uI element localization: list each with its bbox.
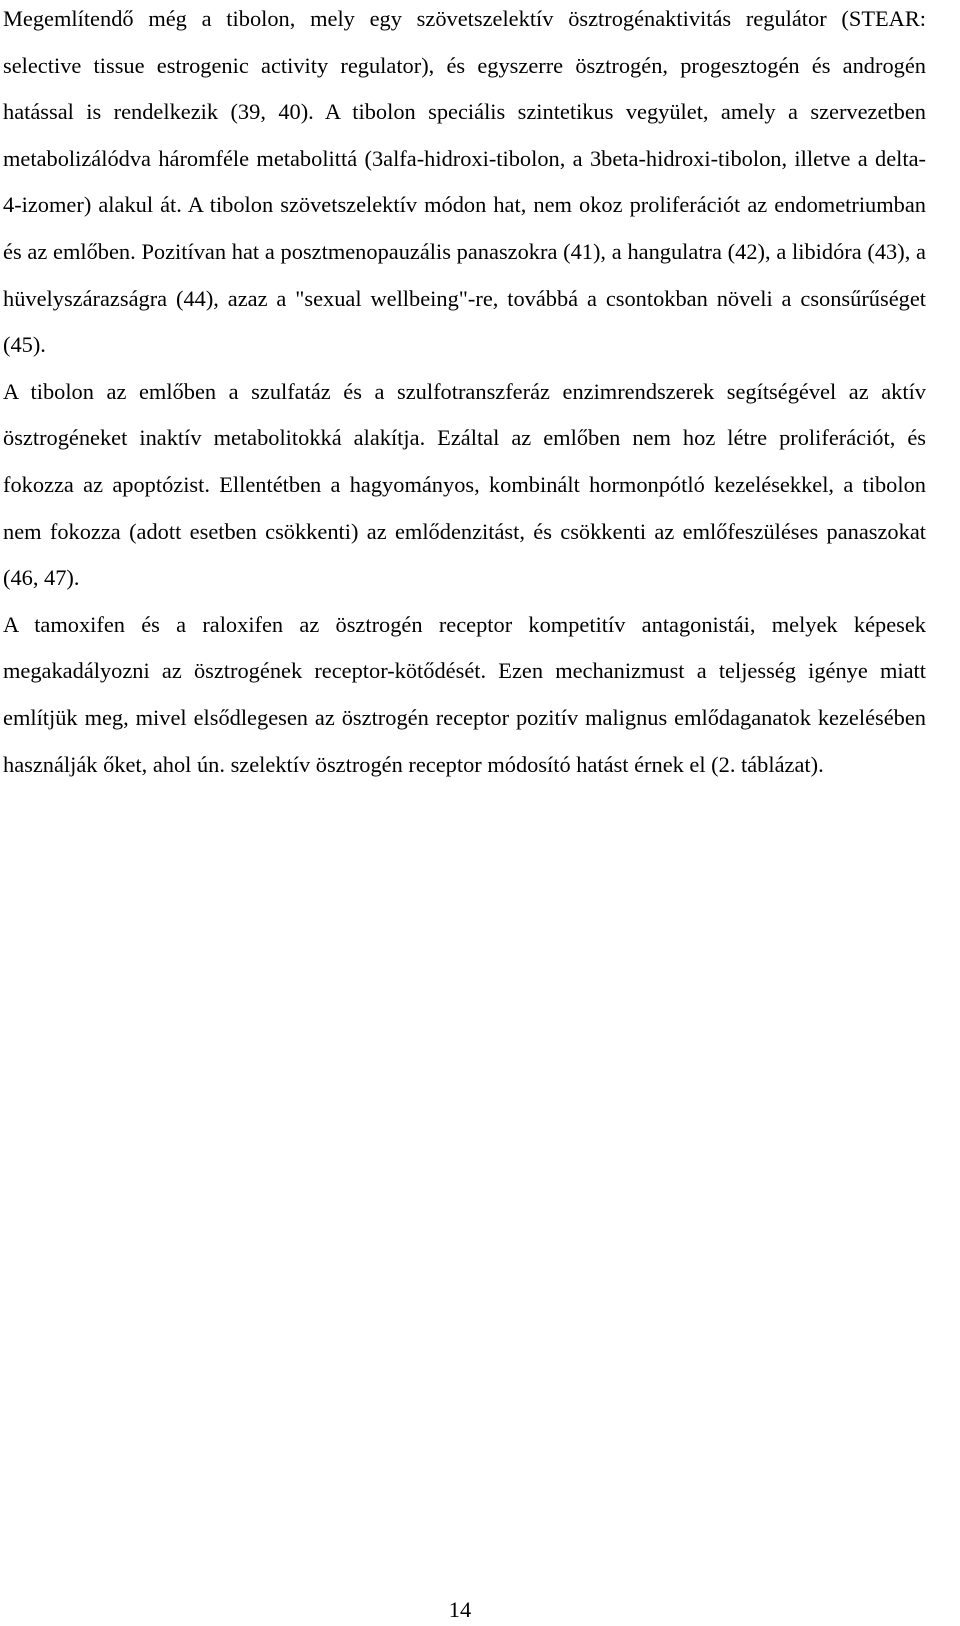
paragraph-tibolon-breast: A tibolon az emlőben a szulfatáz és a szulfotranszferáz enzimrendszerek segítségével az aktív ösztrogéneket inaktív metabolitokká alakítja. Ezáltal az emlőben nem hoz létre proliferációt, és fokozza az apoptózist. Ellentétben a hagyományos, kombinált hormonpótló kezelésekkel, a tibolon nem fokozza (adott esetben csökkenti) az emlődenzitást, és csökkenti az emlőfeszüléses panaszokat (46, 47).: [3, 378, 926, 591]
paragraph-tibolon-intro: Megemlítendő még a tibolon, mely egy szövetszelektív ösztrogénaktivitás regulátor (STEAR: selective tissue estrogenic activity regulator), és egyszerre ösztrogén, progesztogén és androgén hatással is rendelkezik (39, 40). A tibolon speciális szintetikus vegyület, amely a szervezetben metabolizálódva háromféle metabolittá (3alfa-hidroxi-tibolon, a 3beta-hidroxi-tibolon, illetve a delta-4-izomer) alakul át. A tibolon szövetszelektív módon hat, nem okoz proliferációt az endometriumban és az emlőben. Pozitívan hat a posztmenopauzális panaszokra (41), a hangulatra (42), a libidóra (43), a hüvelyszárazságra (44), azaz a "sexual wellbeing"-re, továbbá a csontokban növeli a csonsűrűséget (45).: [3, 6, 926, 358]
page-number: 14: [448, 1597, 472, 1622]
body-text: [3, 0, 926, 788]
paragraph-tamoxifen-raloxifen: A tamoxifen és a raloxifen az ösztrogén receptor kompetitív antagonistái, melyek képesek megakadályozni az ösztrogének receptor-kötődését. Ezen mechanizmust a teljesség igénye miatt említjük meg, mivel elsődlegesen az ösztrogén receptor pozitív malignus emlődaganatok kezelésében használják őket, ahol ún. szelektív ösztrogén receptor módosító hatást érnek el (2. táblázat).: [3, 611, 926, 777]
